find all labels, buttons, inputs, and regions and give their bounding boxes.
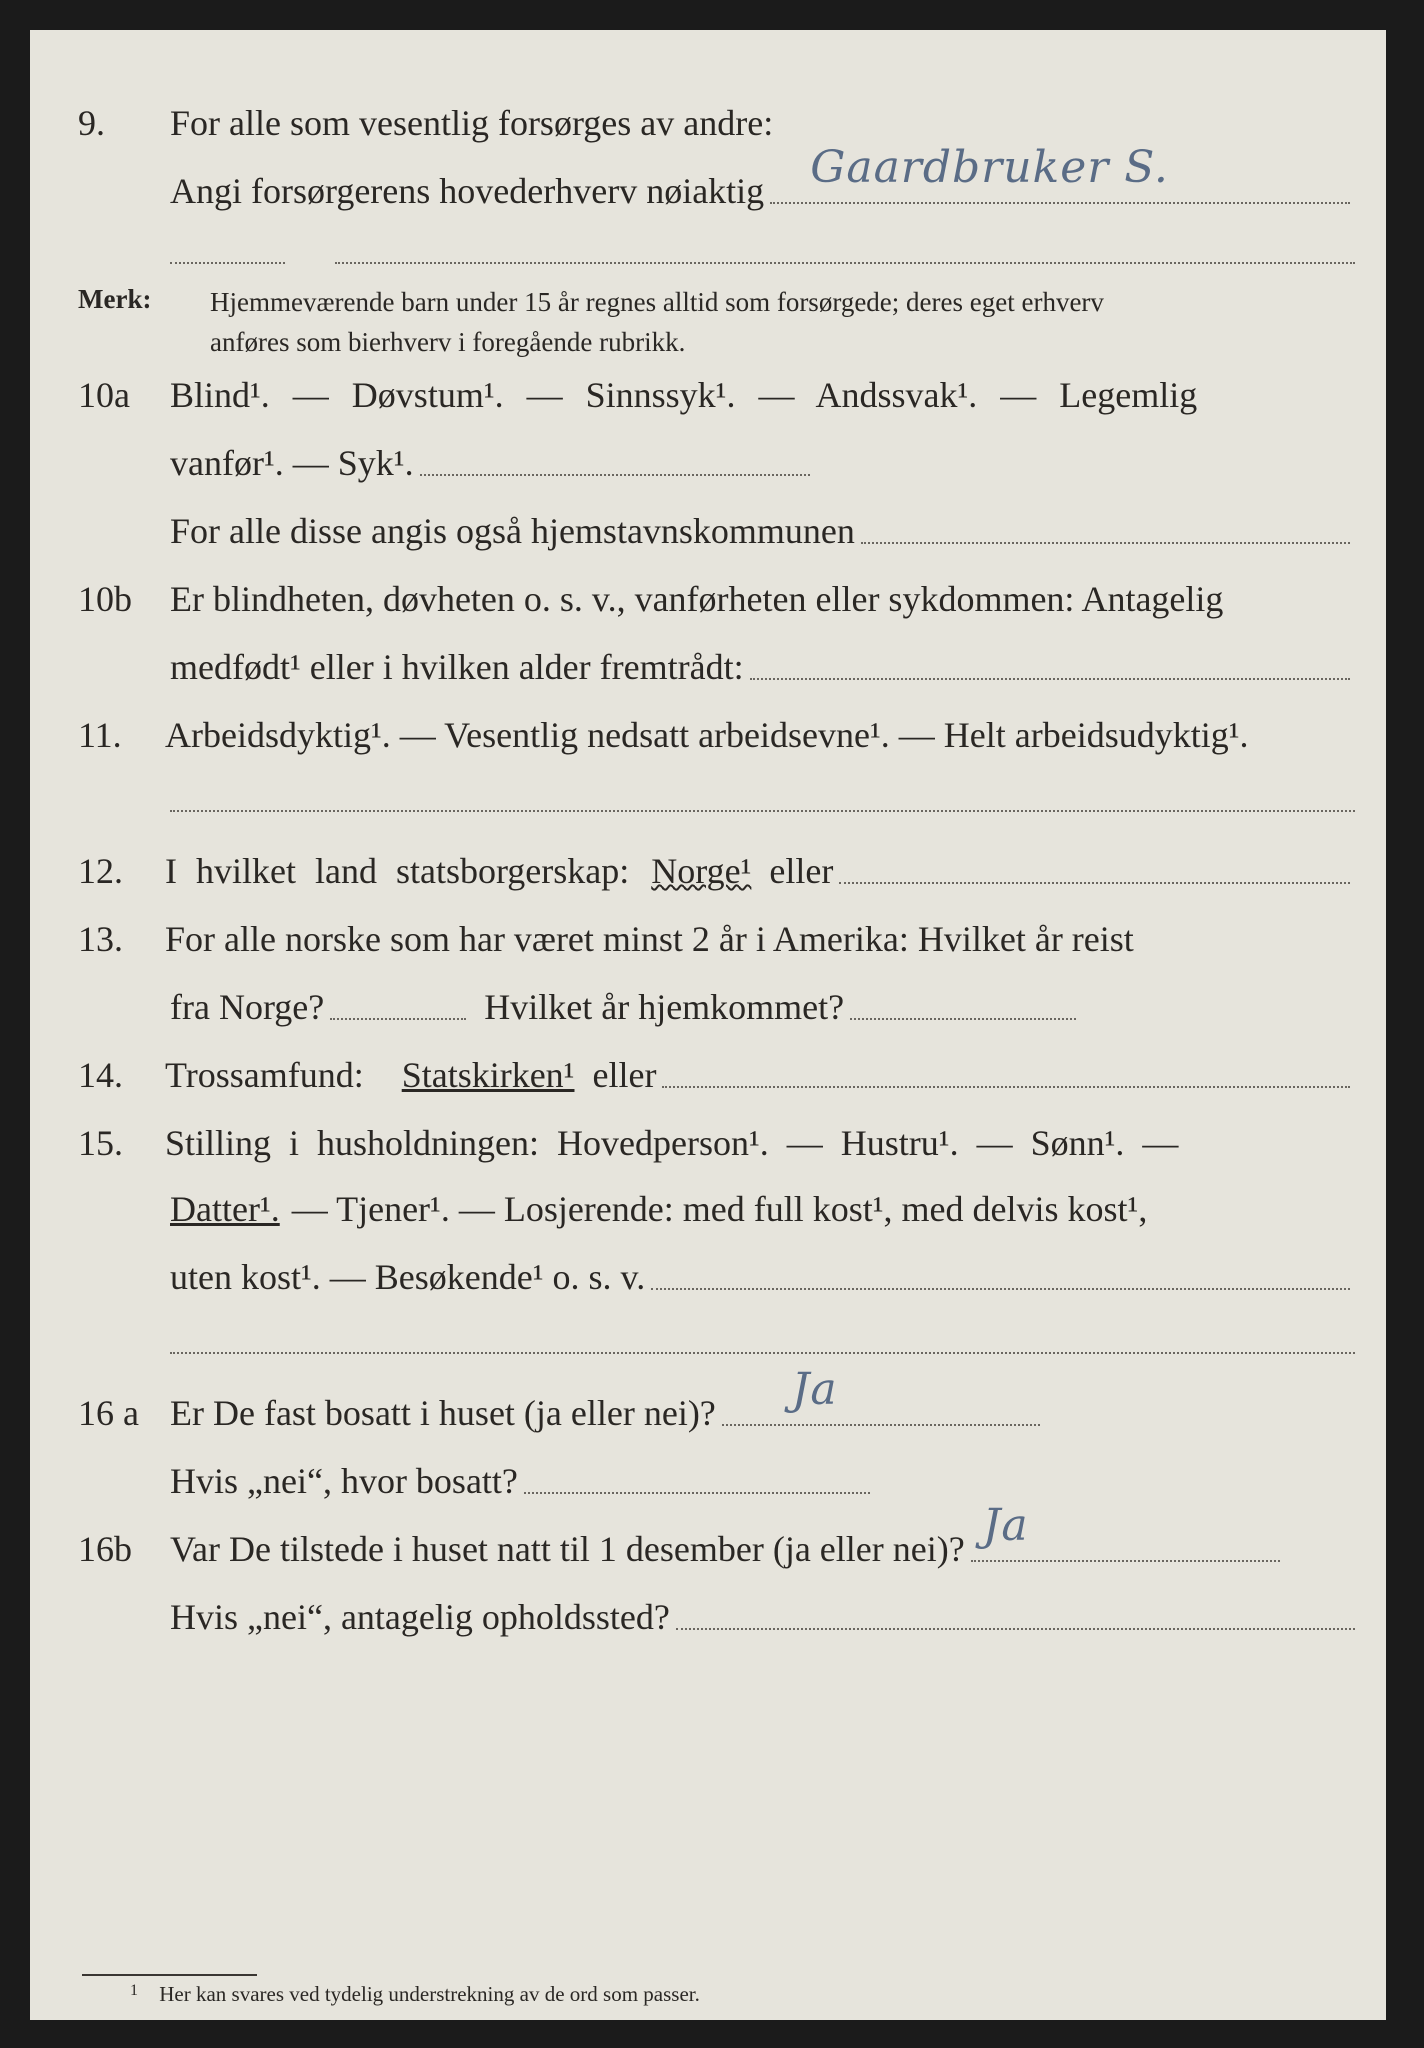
q15-number: 15. (78, 1123, 123, 1163)
merk-line2: anføres som bierhverv i foregående rubrikk. (210, 327, 686, 357)
q10a-text2: vanfør¹. — Syk¹. (170, 443, 414, 483)
q10a-line2 (170, 442, 810, 484)
q12-number: 12. (78, 851, 123, 891)
q16b-line2 (170, 1596, 1355, 1638)
q12-norge-option[interactable]: Norge¹ (651, 851, 752, 891)
q15-text3: uten kost¹. — Besøkende¹ o. s. v. (170, 1257, 646, 1297)
dotted-line (170, 1352, 1355, 1354)
q10b-number: 10b (78, 579, 132, 619)
census-form-page (30, 30, 1386, 2020)
q14-line (165, 1054, 1350, 1096)
q15-text1: Stilling i husholdningen: Hovedperson¹. — Hustru¹. — Sønn¹. — (165, 1123, 1179, 1163)
q16a-field2[interactable] (524, 1492, 870, 1494)
q10a-field2[interactable] (861, 542, 1350, 544)
q16a-line2 (170, 1460, 870, 1502)
q16b-answer-field[interactable] (971, 1500, 1280, 1562)
q16b-text1: Var De tilstede i huset natt til 1 desember (ja eller nei)? (170, 1529, 965, 1569)
q14-statskirken-option[interactable]: Statskirken¹ (401, 1055, 575, 1095)
q9-answer-field[interactable] (770, 142, 1350, 204)
q12-field[interactable] (839, 882, 1350, 884)
q16b-handwritten-answer: Ja (982, 1500, 1029, 1551)
q16a-text1: Er De fast bosatt i huset (ja eller nei)? (170, 1393, 716, 1433)
q9-text: For alle som vesentlig forsørges av andre: (170, 103, 774, 143)
q16b-field2[interactable] (676, 1628, 1355, 1630)
q13-text2b: Hvilket år hjemkommet? (484, 987, 845, 1027)
q16a-line1 (170, 1364, 1040, 1434)
q10a-field1[interactable] (420, 474, 810, 476)
q10b-line2 (170, 646, 1350, 688)
q13-line2 (170, 986, 1076, 1028)
footnote-mark: 1 (130, 1982, 138, 1999)
merk-line1: Hjemmeværende barn under 15 år regnes alltid som forsørgede; deres eget erhverv (210, 287, 1104, 317)
q9-label: Angi forsørgerens hovederhverv nøiaktig (170, 171, 765, 211)
q13-field-year-returned[interactable] (850, 1018, 1076, 1020)
q16a-number: 16 a (78, 1393, 139, 1433)
q16b-text2: Hvis „nei“, antagelig opholdssted? (170, 1597, 670, 1637)
dotted-line (170, 810, 1355, 812)
q10b-text2: medfødt¹ eller i hvilken alder fremtrådt: (170, 647, 744, 687)
q10b-text1: Er blindheten, døvheten o. s. v., vanførheten eller sykdommen: Antagelig (170, 579, 1224, 619)
q15-line3 (170, 1256, 1350, 1298)
q13-field-year-left[interactable] (330, 1018, 466, 1020)
q15-text2: — Tjener¹. — Losjerende: med full kost¹, med delvis kost¹, (291, 1189, 1148, 1229)
q9-handwritten-answer: Gaardbruker S. (810, 142, 1169, 193)
q13-number: 13. (78, 919, 123, 959)
q11-number: 11. (78, 715, 122, 755)
q14-number: 14. (78, 1055, 123, 1095)
footnote-text: Her kan svares ved tydelig understrekning av de ord som passer. (159, 1982, 700, 2006)
q10a-line3 (170, 510, 1350, 552)
q14-eller: eller (592, 1055, 657, 1095)
merk-note (210, 282, 1360, 362)
q11-text: Arbeidsdyktig¹. — Vesentlig nedsatt arbeidsevne¹. — Helt arbeidsudyktig¹. (165, 715, 1249, 755)
q16a-answer-field[interactable] (722, 1364, 1040, 1426)
q10a-number: 10a (78, 375, 130, 415)
q12-line (165, 850, 1350, 892)
q12-eller: eller (769, 851, 834, 891)
dotted-line (335, 262, 1355, 264)
q9-number: 9. (78, 103, 105, 143)
footnote-rule (82, 1974, 257, 1976)
q10b-field[interactable] (750, 678, 1350, 680)
q16a-handwritten-answer: Ja (791, 1364, 838, 1415)
q11-line1 (165, 714, 1350, 756)
q12-text: I hvilket land statsborgerskap: (165, 851, 630, 891)
q9-line2 (170, 142, 1350, 212)
merk-label: Merk: (78, 284, 152, 314)
q10a-line1 (170, 374, 1350, 416)
footnote (130, 1982, 700, 2007)
dotted-line (170, 262, 285, 264)
q13-text1: For alle norske som har været minst 2 år i Amerika: Hvilket år reist (165, 919, 1134, 959)
q15-line2 (170, 1188, 1350, 1230)
q13-text2a: fra Norge? (170, 987, 325, 1027)
q15-line1 (165, 1122, 1350, 1164)
q14-text: Trossamfund: (165, 1055, 364, 1095)
q9-line1 (170, 102, 910, 144)
q10b-line1 (170, 578, 1350, 620)
q15-field[interactable] (651, 1288, 1350, 1290)
q13-line1 (165, 918, 1350, 960)
q15-datter-option[interactable]: Datter¹. (170, 1189, 280, 1229)
q10a-text1: Blind¹. — Døvstum¹. — Sinnssyk¹. — Andssvak¹. — Legemlig (170, 375, 1198, 415)
q10a-text3: For alle disse angis også hjemstavnskommunen (170, 511, 855, 551)
q16b-number: 16b (78, 1529, 132, 1569)
q14-field[interactable] (662, 1086, 1350, 1088)
q16b-line1 (170, 1500, 1280, 1570)
q16a-text2: Hvis „nei“, hvor bosatt? (170, 1461, 518, 1501)
